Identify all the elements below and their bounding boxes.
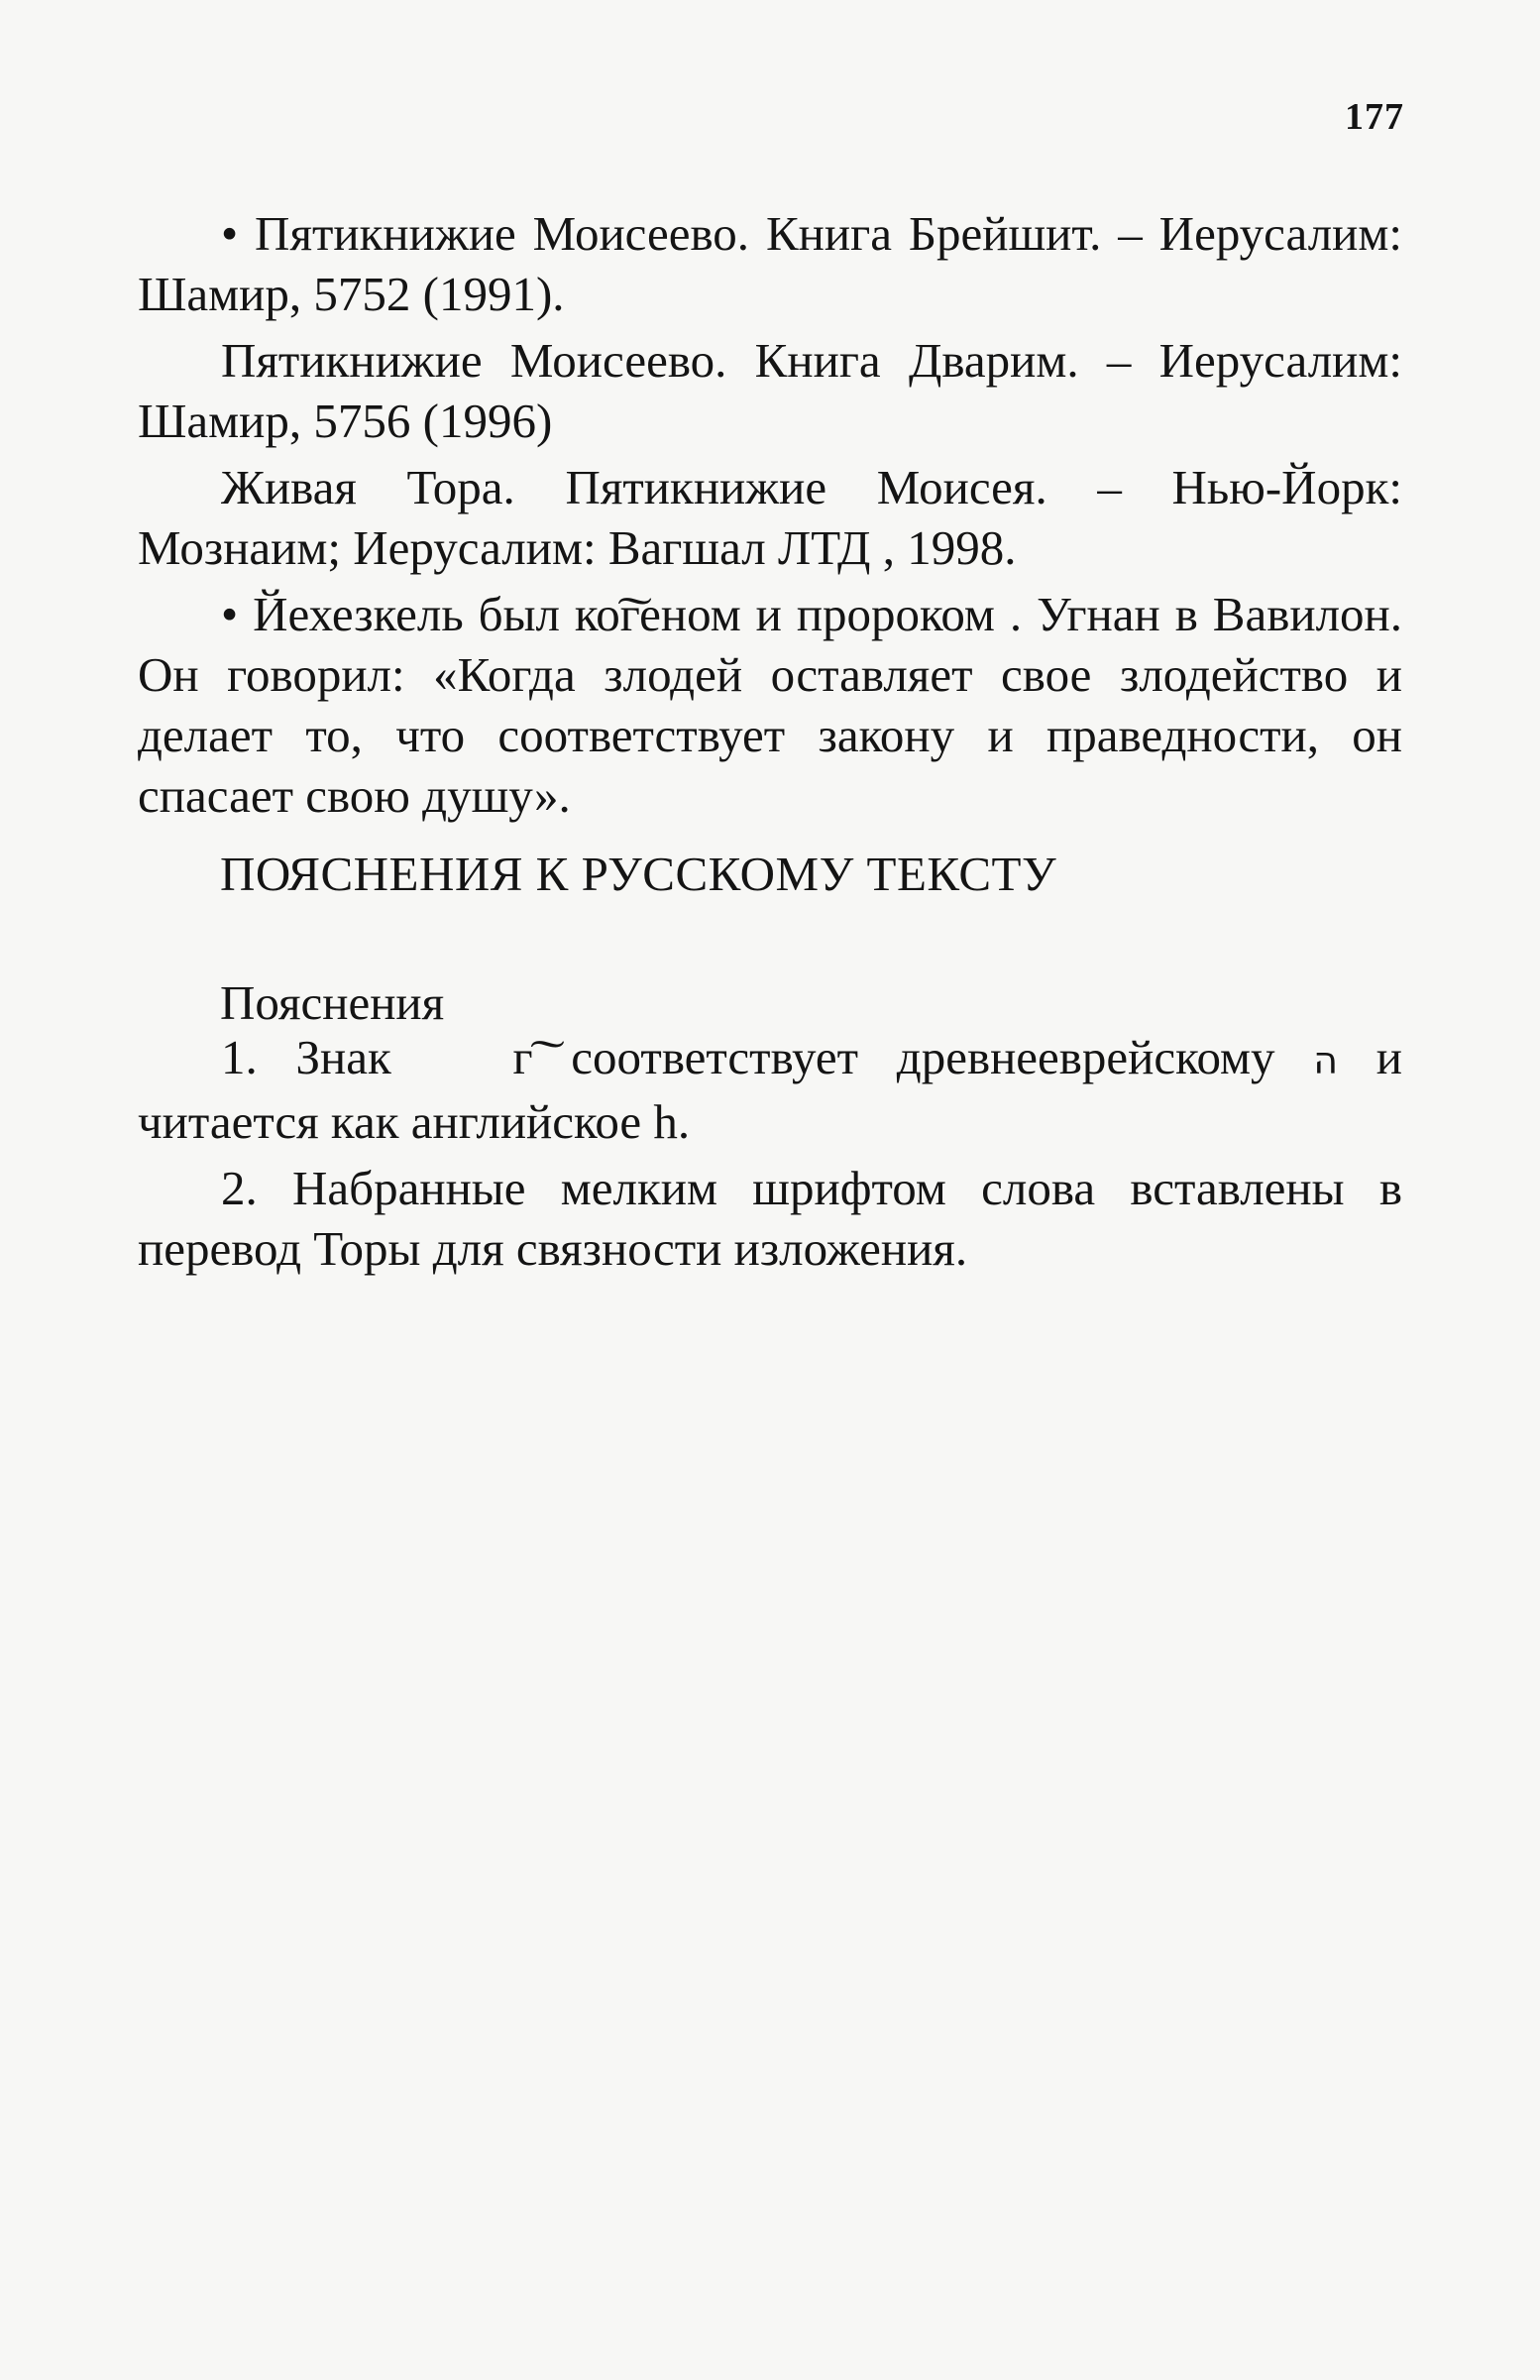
- note-1-number: 1. Знак: [221, 1030, 391, 1084]
- notes-block: [138, 1027, 1402, 1279]
- note-1-middle: соответствует древнееврейскому: [571, 1030, 1275, 1084]
- notes-subheading: Пояснения: [220, 975, 445, 1030]
- page-number: 177: [1345, 96, 1404, 138]
- bibliography-entry-2: Пятикнижие Моисеево. Книга Дварим. – Иерусалим: Шамир, 5756 (1996): [138, 333, 1402, 448]
- transliteration-symbol: г͠: [512, 1030, 533, 1084]
- note-1-end: и читается как английское h.: [138, 1030, 1403, 1149]
- bibliography-entry-3: Живая Тора. Пятикнижие Моисея. – Нью-Йорк: Мознаим; Иерусалим: Вагшал ЛТД , 1998.: [138, 460, 1402, 575]
- note-2: 2. Набранные мелким шрифтом слова вставлены в перевод Торы для связности изложения.: [138, 1161, 1402, 1276]
- bibliography-block: [138, 203, 1402, 826]
- note-1: [138, 1027, 1402, 1152]
- bibliography-entry-1: • Пятикнижие Моисеево. Книга Брейшит. – Иерусалим: Шамир, 5752 (1991).: [138, 206, 1402, 321]
- yehezkel-paragraph: • Йехезкель был ко͠геном и пророком . Угнан в Вавилон. Он говорил: «Когда злодей оставляет свое злодейство и делает то, что соответствует закону и праведности, он спасает свою душу».: [138, 587, 1402, 823]
- section-heading: ПОЯСНЕНИЯ К РУССКОМУ ТЕКСТУ: [220, 847, 1057, 901]
- hebrew-letter: ה: [1313, 1039, 1339, 1082]
